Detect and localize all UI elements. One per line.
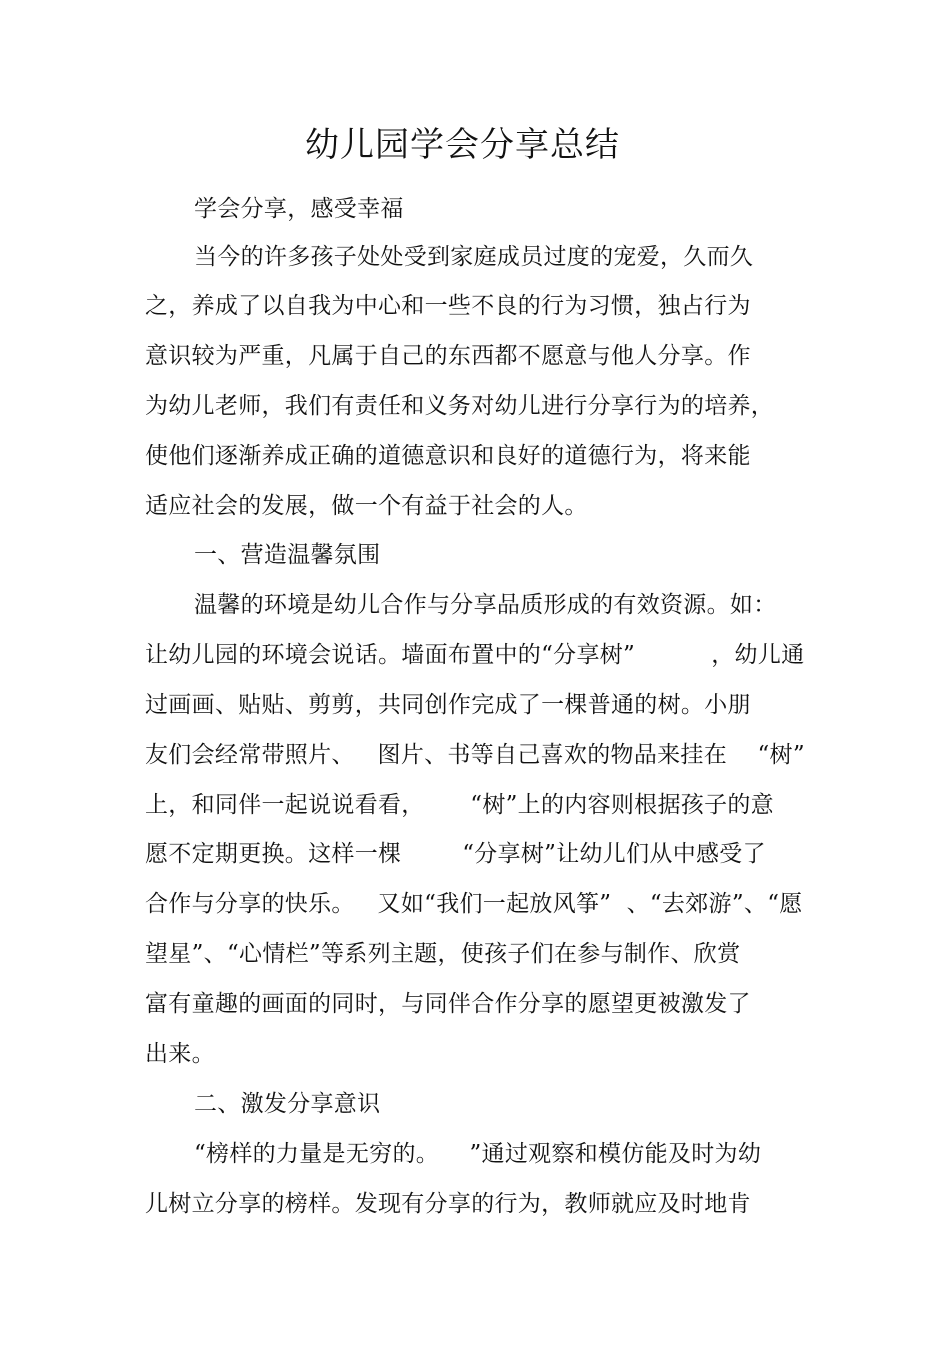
section-heading: 一、营造温馨氛围 <box>194 542 381 568</box>
subtitle-line: 学会分享，感受幸福 <box>194 196 404 222</box>
paragraph-line: 为幼儿老师，我们有责任和义务对幼儿进行分享行为的培养， <box>145 393 775 419</box>
paragraph-line: 意识较为严重，凡属于自己的东西都不愿意与他人分享。作 <box>145 343 751 369</box>
paragraph-line: 当今的许多孩子处处受到家庭成员过度的宠爱，久而久 <box>194 244 754 270</box>
paragraph-line: 让幼儿园的环境会说话。墙面布置中的“分享树” ，幼儿通 <box>145 642 805 668</box>
paragraph-line: 适应社会的发展，做一个有益于社会的人。 <box>145 493 588 519</box>
paragraph-line: 合作与分享的快乐。 又如“我们一起放风筝” 、“去郊游”、“愿 <box>145 891 803 917</box>
paragraph-line: 过画画、贴贴、剪剪，共同创作完成了一棵普通的树。小朋 <box>145 692 751 718</box>
paragraph-line: “榜样的力量是无穷的。 ”通过观察和模仿能及时为幼 <box>194 1141 762 1167</box>
paragraph-line: 儿树立分享的榜样。发现有分享的行为，教师就应及时地肯 <box>145 1191 751 1217</box>
paragraph-line: 之，养成了以自我为中心和一些不良的行为习惯，独占行为 <box>145 293 751 319</box>
paragraph-line: 愿不定期更换。这样一棵 “分享树”让幼儿们从中感受了 <box>145 841 766 867</box>
section-heading: 二、激发分享意识 <box>194 1091 381 1117</box>
paragraph-line: 使他们逐渐养成正确的道德意识和良好的道德行为，将来能 <box>145 443 751 469</box>
paragraph-line: 友们会经常带照片、 图片、书等自己喜欢的物品来挂在 “树” <box>145 742 805 768</box>
paragraph-line: 出来。 <box>145 1041 215 1067</box>
paragraph-line: 上，和同伴一起说说看看， “树”上的内容则根据孩子的意 <box>145 792 774 818</box>
paragraph-line: 富有童趣的画面的同时，与同伴合作分享的愿望更被激发了 <box>145 991 751 1017</box>
paragraph-line: 温馨的环境是幼儿合作与分享品质形成的有效资源。如： <box>194 592 777 618</box>
paragraph-line: 望星”、“心情栏”等系列主题，使孩子们在参与制作、欣赏 <box>145 941 741 967</box>
document-title: 幼儿园学会分享总结 <box>305 125 620 165</box>
